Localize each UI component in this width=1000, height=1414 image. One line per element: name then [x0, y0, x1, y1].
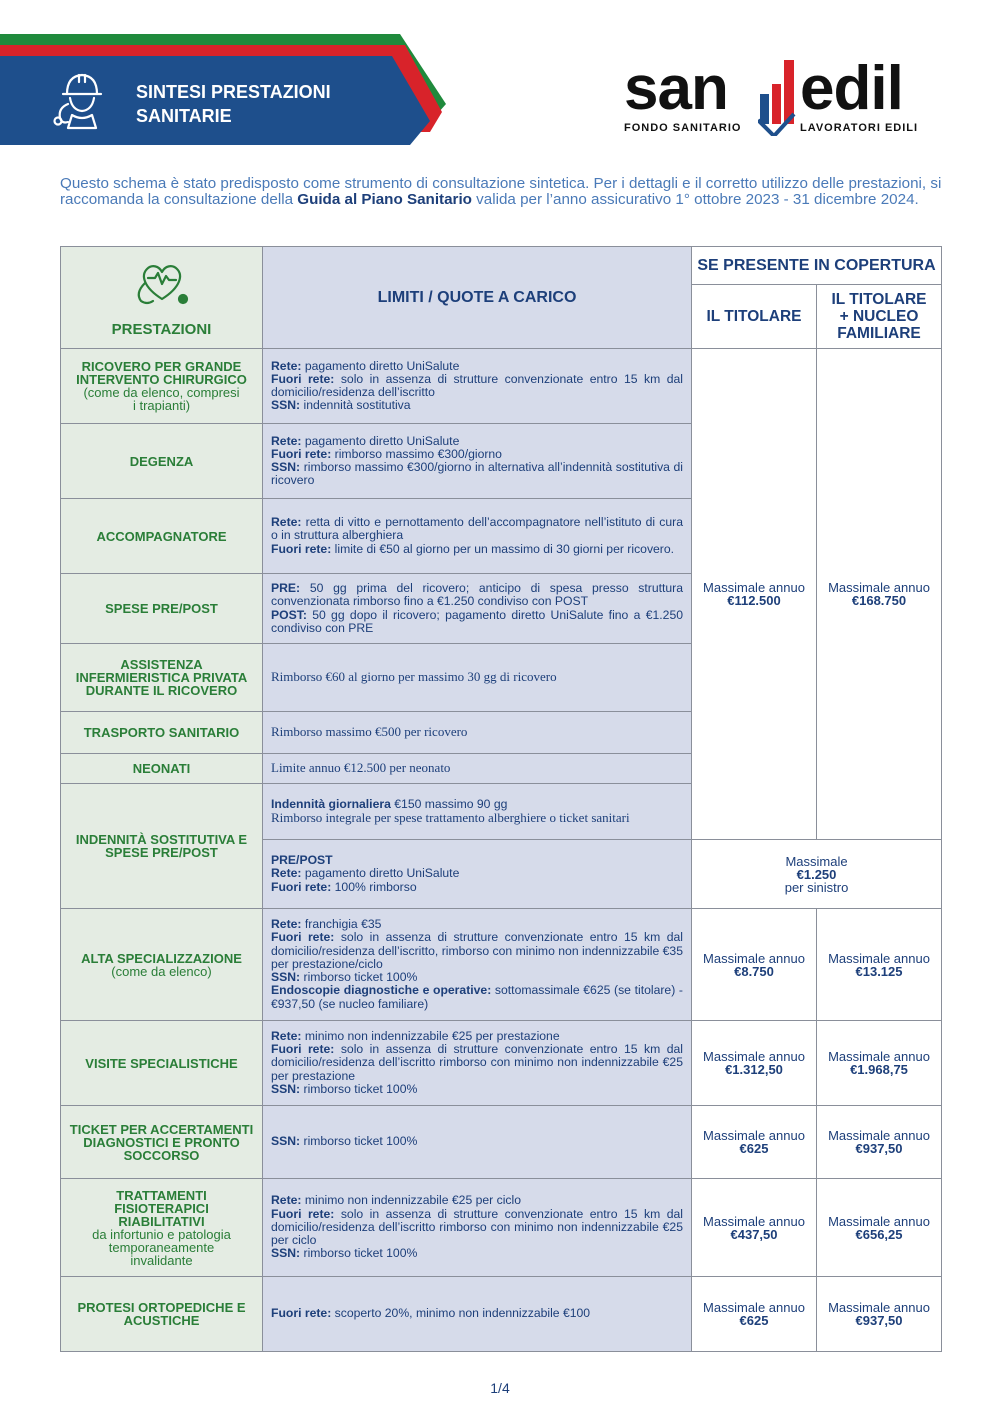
category-cell	[61, 754, 263, 784]
category-cell	[61, 424, 263, 499]
limit-line-key: SSN:	[271, 1134, 301, 1149]
limit-line	[271, 1247, 683, 1260]
limit-line	[271, 761, 683, 775]
amount-value: €656,25	[855, 1226, 903, 1242]
max-titolare	[692, 1277, 817, 1352]
limits-cell	[263, 784, 692, 840]
logo-word-edil: edil	[800, 54, 903, 123]
limit-line	[271, 931, 683, 971]
limits-cell	[263, 424, 692, 499]
limits-cell	[263, 499, 692, 574]
amount-value: €13.125	[855, 963, 903, 979]
pre-post-shared-max	[692, 840, 942, 909]
category-cell	[61, 909, 263, 1021]
amount-label: Massimale annuo	[703, 1049, 805, 1064]
limits-cell	[263, 1106, 692, 1179]
category-cell	[61, 499, 263, 574]
limit-line-text: solo in assenza di strutture convenzionate entro 15 km dal domicilio/residenza dell’iscritto, rimborso con minimo non indennizzabile €35 per prestazione/ciclo	[271, 930, 684, 971]
limit-line-text: scoperto 20%, minimo non indennizzabile €100	[331, 1306, 591, 1321]
limit-line-text: Rimborso massimo €500 per ricovero	[271, 724, 468, 740]
logo-word-san: san	[624, 54, 728, 123]
category-label-line: TRASPORTO SANITARIO	[83, 725, 240, 740]
hospital-max-nucleo	[817, 349, 942, 840]
category-cell	[61, 1277, 263, 1352]
limit-line-key: Fuori rete:	[271, 541, 332, 556]
category-cell	[61, 349, 263, 424]
amount-value: €937,50	[855, 1141, 903, 1156]
amount-label: Massimale annuo	[828, 950, 930, 966]
limit-line-text: Rimborso integrale per spese trattamento alberghiere o ticket sanitari	[271, 810, 630, 825]
amount-label: Massimale annuo	[703, 1213, 805, 1229]
limit-line-text: franchigia €35	[301, 917, 382, 932]
limits-cell	[263, 349, 692, 424]
limit-line	[271, 609, 683, 635]
limit-line-key: Fuori rete:	[271, 1206, 335, 1221]
limit-line	[271, 461, 683, 487]
category-label-line: VISITE SPECIALISTICHE	[85, 1055, 238, 1071]
category-note-line: (come da elenco, compresi	[83, 385, 240, 400]
header-nucleo-line2: + NUCLEO	[839, 308, 919, 325]
category-cell	[61, 712, 263, 754]
limit-line-key: Fuori rete:	[271, 879, 332, 894]
limit-line-key: SSN:	[271, 398, 301, 413]
intro-text-before: Questo schema è stato predisposto come strumento di consultazione sintetica. Per i dettagli e il corretto utilizzo delle prestazioni, si raccomanda la consultazione della	[60, 175, 942, 208]
max-nucleo	[817, 909, 942, 1021]
category-note-line: temporaneamente	[108, 1239, 215, 1255]
header-titolare-nucleo	[817, 285, 942, 349]
limit-line	[271, 543, 683, 556]
logo-subtitle-left: FONDO SANITARIO	[624, 122, 742, 134]
limit-line-key: SSN:	[271, 460, 301, 474]
limits-cell	[263, 754, 692, 784]
category-cell	[61, 574, 263, 644]
category-label-line: SPESE PRE/POST	[105, 601, 218, 616]
amount-label: Massimale annuo	[828, 580, 930, 595]
benefits-table	[60, 246, 942, 1352]
category-cell	[61, 1021, 263, 1106]
intro-guide-link-text: Guida al Piano Sanitario	[297, 191, 472, 208]
category-note-line: invalidante	[130, 1252, 193, 1268]
limit-line-text: pagamento diretto UniSalute	[301, 358, 460, 373]
limit-line	[271, 1043, 683, 1083]
category-label-line: PROTESI ORTOPEDICHE E	[77, 1300, 246, 1315]
limit-line	[271, 582, 683, 608]
limits-cell	[263, 644, 692, 712]
max-titolare	[692, 1106, 817, 1179]
max-titolare	[692, 1179, 817, 1277]
limit-line	[271, 811, 683, 825]
limit-line-key: Rete:	[271, 866, 302, 881]
sanedil-logo	[622, 54, 942, 138]
limit-line-key: Rete:	[271, 1193, 302, 1208]
benefits-table-body	[61, 349, 942, 1352]
limit-line-text: pagamento diretto UniSalute	[301, 433, 460, 448]
limit-line-key: Fuori rete:	[271, 446, 332, 461]
category-label-line: INDENNITÀ SOSTITUTIVA E	[75, 832, 248, 847]
limit-line-text: rimborso ticket 100%	[300, 1134, 418, 1149]
category-label-line: NEONATI	[132, 761, 191, 776]
limit-line-text: limite di €50 al giorno per un massimo di 30 giorni per ricovero.	[331, 541, 675, 556]
limit-line-key: Fuori rete:	[271, 1042, 335, 1057]
category-label-line: INFERMIERISTICA PRIVATA	[75, 670, 248, 685]
limit-line-text: 100% rimborso	[331, 879, 417, 894]
limits-cell	[263, 1179, 692, 1277]
limit-line-key: Rete:	[271, 515, 302, 530]
limit-line-text: rimborso ticket 100%	[300, 1081, 418, 1096]
limit-line-text: minimo non indennizzabile €25 per prestazione	[301, 1028, 560, 1043]
amount-value: €8.750	[734, 963, 774, 979]
amount-value: €112.500	[727, 593, 781, 608]
limit-line-key: SSN:	[271, 970, 301, 985]
category-note-line: da infortunio e patologia	[92, 1226, 231, 1242]
amount-value: €168.750	[851, 593, 907, 608]
limit-line-key: PRE:	[271, 581, 301, 596]
header-prestazioni	[61, 247, 263, 349]
category-label-line: FISIOTERAPICI	[114, 1200, 209, 1216]
category-cell	[61, 644, 263, 712]
limit-line	[271, 516, 683, 542]
amount-label: Massimale annuo	[828, 1300, 930, 1315]
amount-value: €625	[739, 1141, 769, 1156]
header-limiti: LIMITI / QUOTE A CARICO	[263, 247, 692, 349]
limits-cell	[263, 1277, 692, 1352]
category-cell	[61, 1106, 263, 1179]
limit-line-key: Rete:	[271, 358, 302, 373]
limit-line-text: solo in assenza di strutture convenzionate entro 15 km dal domicilio/residenza dell’iscritto	[271, 371, 684, 399]
limit-line-key: SSN:	[271, 1081, 301, 1096]
header-coverage: SE PRESENTE IN COPERTURA	[692, 247, 942, 285]
limit-line	[271, 1135, 683, 1148]
max-nucleo	[817, 1021, 942, 1106]
limit-line	[271, 1208, 683, 1248]
limit-line-text: sottomassimale €625 (se titolare) - €937,50 (se nucleo familiare)	[271, 983, 683, 1011]
limit-line-text: solo in assenza di strutture convenzionate entro 15 km dal domicilio/residenza dell’iscritto rimborso con minimo non indennizzabile €25 per prestazione	[271, 1042, 684, 1083]
category-label-line: SOCCORSO	[123, 1147, 200, 1163]
table-row	[61, 1106, 942, 1179]
heart-stethoscope-icon	[131, 259, 193, 309]
limit-line-text: pagamento diretto UniSalute	[301, 866, 460, 881]
limit-line-text: rimborso ticket 100%	[300, 970, 418, 985]
max-titolare	[692, 909, 817, 1021]
page-title	[136, 80, 331, 128]
table-row	[61, 349, 942, 424]
limits-cell	[263, 574, 692, 644]
category-label-line: INTERVENTO CHIRURGICO	[76, 372, 247, 387]
limit-line-text: €150 massimo 90 gg	[390, 796, 508, 811]
amount-label: Massimale annuo	[828, 1213, 930, 1229]
category-note-line: i trapianti)	[132, 398, 191, 413]
max-nucleo	[817, 1277, 942, 1352]
amount-label: Massimale annuo	[828, 1049, 930, 1064]
limit-line-text: retta di vitto e pernottamento dell’accompagnatore nell’istituto di cura o in struttura alberghiera	[271, 515, 683, 543]
logo-bars-icon	[758, 60, 802, 136]
limit-line-text: rimborso massimo €300/giorno in alternativa all’indennità sostitutiva di ricovero	[271, 460, 683, 488]
hospital-max-titolare	[692, 349, 817, 840]
worker-helmet-stethoscope-icon	[50, 68, 112, 130]
header-prestazioni-label: PRESTAZIONI	[111, 321, 212, 338]
category-label-line: DIAGNOSTICI E PRONTO	[83, 1134, 240, 1150]
limits-cell	[263, 1021, 692, 1106]
category-label-line: DURANTE IL RICOVERO	[85, 683, 238, 698]
limit-line-key: Rete:	[271, 433, 302, 448]
amount-value: €437,50	[730, 1226, 778, 1242]
limit-line	[271, 1307, 683, 1320]
amount-suffix: per sinistro	[784, 879, 849, 895]
category-label-line: ACCOMPAGNATORE	[96, 528, 227, 544]
header-nucleo-line1: IL TITOLARE	[831, 291, 927, 308]
limits-cell	[263, 909, 692, 1021]
category-cell	[61, 784, 263, 909]
category-label-line: DEGENZA	[129, 453, 194, 469]
limit-line-key: Endoscopie diagnostiche e operative:	[271, 983, 492, 998]
limit-line-text: rimborso massimo €300/giorno	[331, 446, 502, 461]
category-label-line: ASSISTENZA	[120, 657, 203, 672]
limit-line-key: SSN:	[271, 1246, 301, 1261]
limit-line-key: Fuori rete:	[271, 1306, 332, 1321]
category-note-line: (come da elenco)	[111, 963, 212, 979]
amount-label: Massimale annuo	[703, 1300, 805, 1315]
limit-line-text: rimborso ticket 100%	[300, 1246, 418, 1261]
limit-line	[271, 881, 683, 894]
amount-label: Massimale annuo	[703, 580, 805, 595]
category-label-line: ALTA SPECIALIZZAZIONE	[81, 950, 242, 966]
limit-line-text: Limite annuo €12.500 per neonato	[271, 760, 451, 776]
limit-line	[271, 670, 683, 684]
limits-cell	[263, 840, 692, 909]
amount-label: Massimale annuo	[703, 950, 805, 966]
limit-line	[271, 373, 683, 399]
header-titolare: IL TITOLARE	[692, 285, 817, 349]
logo-subtitle-right: LAVORATORI EDILI	[800, 122, 919, 134]
category-label-line: TRATTAMENTI	[116, 1187, 207, 1203]
amount-value: €1.968,75	[850, 1062, 908, 1077]
limits-cell	[263, 712, 692, 754]
table-row	[61, 1021, 942, 1106]
page-title-line1: SINTESI PRESTAZIONI	[136, 82, 331, 102]
max-nucleo	[817, 1106, 942, 1179]
table-row	[61, 909, 942, 1021]
max-nucleo	[817, 1179, 942, 1277]
intro-paragraph	[60, 176, 942, 208]
page-number: 1/4	[490, 1380, 510, 1396]
amount-value: €1.312,50	[725, 1062, 783, 1077]
limit-line-key: Fuori rete:	[271, 930, 335, 945]
limit-line-text: Rimborso €60 al giorno per massimo 30 gg di ricovero	[271, 669, 557, 685]
amount-value: €625	[739, 1313, 769, 1328]
category-label-line: SPESE PRE/POST	[105, 845, 218, 860]
amount-label: Massimale annuo	[828, 1128, 930, 1143]
limit-line-key: PRE/POST	[271, 853, 333, 868]
table-row	[61, 1277, 942, 1352]
limit-line-key: Fuori rete:	[271, 371, 335, 386]
category-label-line: ACUSTICHE	[123, 1313, 200, 1328]
amount-label: Massimale	[785, 853, 848, 869]
limit-line-text: solo in assenza di strutture convenzionate entro 15 km dal domicilio/residenza dell’iscritto rimborso con minimo non indennizzabile €25 per ciclo	[271, 1206, 684, 1248]
limit-line	[271, 984, 683, 1010]
limit-line-text: 50 gg dopo il ricovero; pagamento diretto UniSalute fino a €1.250 condiviso con PRE	[271, 607, 683, 635]
limit-line-key: Rete:	[271, 917, 302, 932]
amount-value: €937,50	[855, 1313, 903, 1328]
limit-line	[271, 1083, 683, 1096]
limit-line-key: Indennità giornaliera	[271, 796, 391, 811]
limit-line-key: Rete:	[271, 1028, 302, 1043]
category-cell	[61, 1179, 263, 1277]
amount-label: Massimale annuo	[703, 1128, 805, 1143]
table-row	[61, 1179, 942, 1277]
limit-line-key: POST:	[271, 607, 307, 622]
page-title-line2: SANITARIE	[136, 106, 232, 126]
limit-line	[271, 725, 683, 739]
header-nucleo-line3: FAMILIARE	[837, 325, 921, 342]
amount-value: €1.250	[796, 866, 837, 882]
intro-text-after: valida per l’anno assicurativo 1° ottobre 2023 - 31 dicembre 2024.	[471, 191, 919, 208]
max-titolare	[692, 1021, 817, 1106]
category-label-line: RICOVERO PER GRANDE	[81, 359, 242, 374]
limit-line	[271, 399, 683, 412]
limit-line-text: indennità sostitutiva	[300, 398, 411, 413]
category-label-line: RIABILITATIVI	[118, 1213, 205, 1229]
limit-line-text: minimo non indennizzabile €25 per ciclo	[301, 1193, 521, 1208]
category-label-line: TICKET PER ACCERTAMENTI	[69, 1121, 254, 1137]
limit-line-text: 50 gg prima del ricovero; anticipo di spesa presso struttura convenzionata rimborso fino a €1.250 condiviso con POST	[271, 581, 683, 609]
